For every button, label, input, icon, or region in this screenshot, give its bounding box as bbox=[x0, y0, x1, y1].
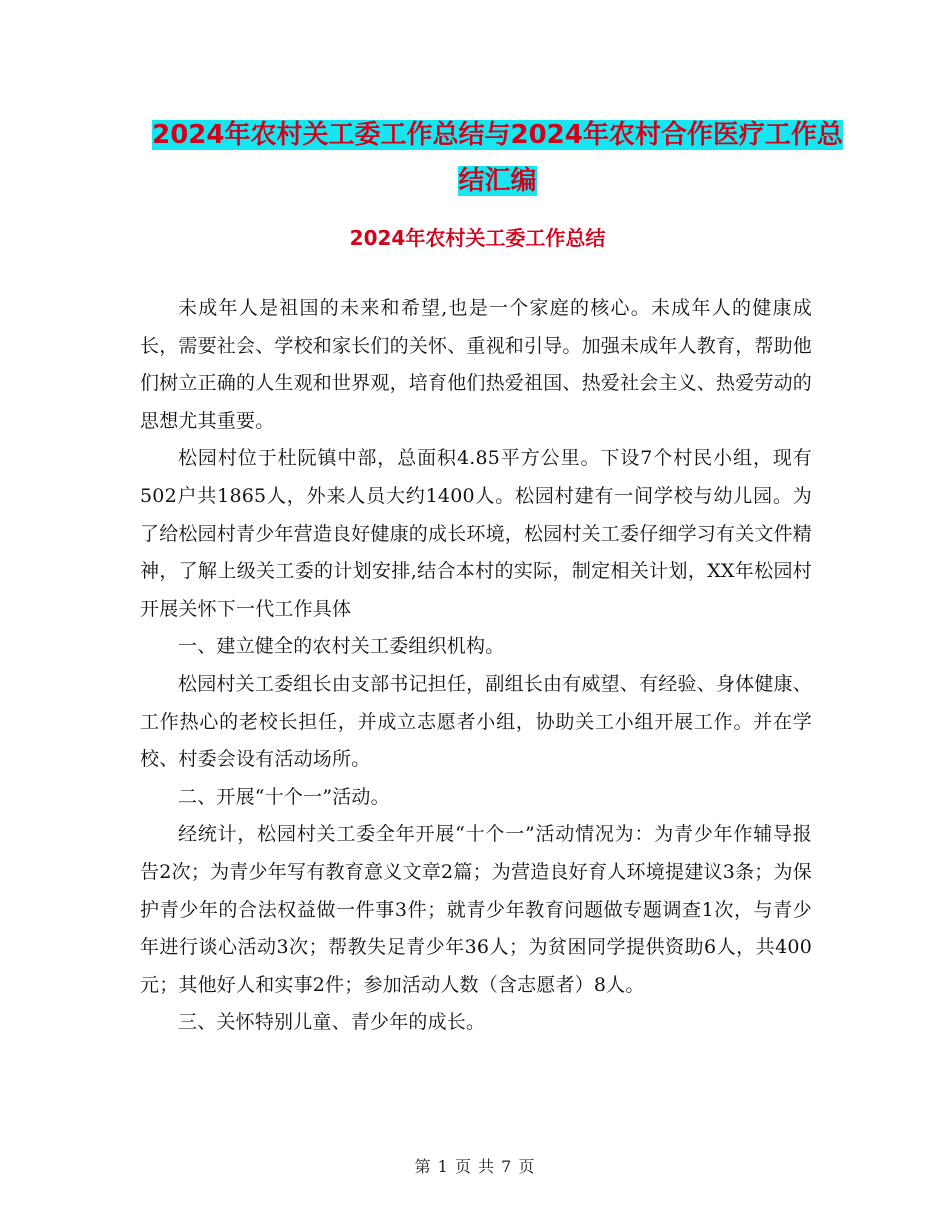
document-title-text: 2024年农村关工委工作总结与2024年农村合作医疗工作总结汇编 bbox=[152, 120, 843, 196]
paragraph-ten-ones: 经统计，松园村关工委全年开展“十个一”活动情况为：为青少年作辅导报告2次；为青少年写有教育意义文章2篇；为营造良好育人环境提建议3条；为保护青少年的合法权益做一件事3件；就青少年教育问题做专题调查1次，与青少年进行谈心活动3次；帮教失足青少年36人；为贫困同学提供资助6人，共400元；其他好人和实事2件；参加活动人数（含志愿者）8人。 bbox=[140, 823, 812, 996]
paragraph-organization: 松园村关工委组长由支部书记担任，副组长由有威望、有经验、身体健康、工作热心的老校长担任，并成立志愿者小组，协助关工小组开展工作。并在学校、村委会设有活动场所。 bbox=[140, 672, 812, 771]
paragraph-intro: 未成年人是祖国的未来和希望,也是一个家庭的核心。未成年人的健康成长，需要社会、学校和家长们的关怀、重视和引导。加强未成年人教育，帮助他们树立正确的人生观和世界观，培育他们热爱祖国、热爱社会主义、热爱劳动的思想尤其重要。 bbox=[140, 297, 813, 432]
heading-special-care: 三、关怀特别儿童、青少年的成长。 bbox=[178, 1011, 486, 1034]
document-body bbox=[140, 290, 812, 1042]
heading-organization: 一、建立健全的农村关工委组织机构。 bbox=[178, 635, 505, 658]
page-footer: 第 1 页 共 7 页 bbox=[414, 1157, 536, 1176]
document-title bbox=[140, 112, 855, 204]
heading-ten-ones: 二、开展“十个一”活动。 bbox=[178, 785, 390, 808]
section-title: 2024年农村关工委工作总结 bbox=[349, 226, 606, 250]
paragraph-village-overview: 松园村位于杜阮镇中部，总面积4.85平方公里。下设7个村民小组，现有502户共1865人，外来人员大约1400人。松园村建有一间学校与幼儿园。为了给松园村青少年营造良好健康的成长环境，松园村关工委仔细学习有关文件精神，了解上级关工委的计划安排,结合本村的实际，制定相关计划，XX年松园村开展关怀下一代工作具体 bbox=[140, 447, 813, 620]
